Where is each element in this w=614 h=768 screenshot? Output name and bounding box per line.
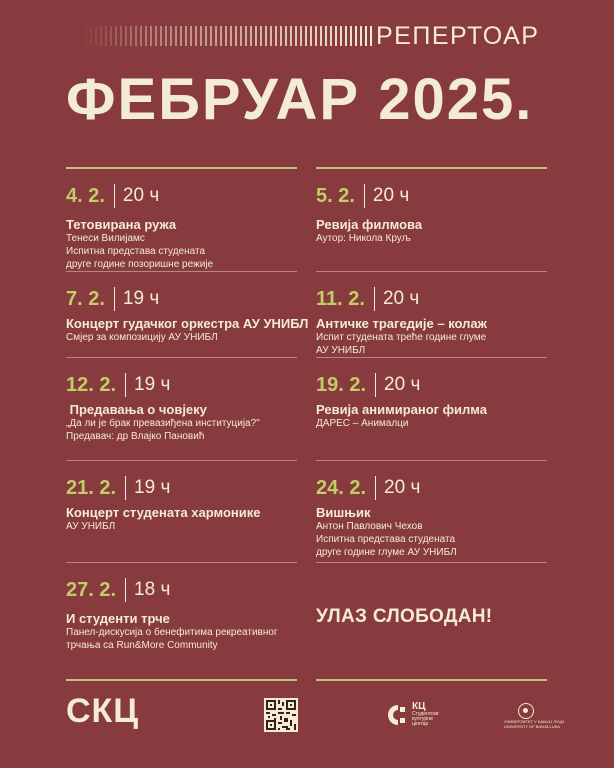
separator <box>125 578 126 602</box>
event-date: 27. 2. <box>66 578 117 601</box>
event-line: ДАРЕС – Анималци <box>316 418 409 429</box>
university-name-en: UNIVERSITY OF BANJA LUKA <box>504 724 560 729</box>
page-title: ФЕБРУАР 2025. <box>66 67 534 132</box>
event-line: Панел-дискусија о бенефитима рекреативног <box>66 627 278 638</box>
event-line: Испитна представа студената <box>66 246 206 257</box>
kc-logo-line: центар <box>412 721 429 727</box>
qr-code-icon[interactable] <box>264 698 298 732</box>
divider <box>316 460 547 461</box>
university-name: УНИВЕРЗИТЕТ У БАЊОЈ ЛУЦИ <box>504 719 565 724</box>
event-name: Ревија филмова <box>316 217 423 232</box>
separator <box>364 184 365 208</box>
skc-logo: СКЦ <box>66 692 140 730</box>
kc-logo <box>388 702 438 727</box>
event-line: Испит студената треће године глуме <box>316 332 487 343</box>
kc-logo-line: културни <box>412 716 433 722</box>
event-name: Концерт студената хармонике <box>66 505 261 520</box>
event-name: Предавања о човјеку <box>66 402 207 417</box>
event-line: трчања са Run&More Community <box>66 640 218 651</box>
event-line: Испитна представа студената <box>316 534 456 545</box>
free-entry-note: УЛАЗ СЛОБОДАН! <box>316 606 493 627</box>
event-date: 4. 2. <box>66 184 105 207</box>
separator <box>125 373 126 397</box>
event-line: АУ УНИБЛ <box>316 345 366 356</box>
divider <box>316 562 547 563</box>
event-name: Ревија анимираног филма <box>316 402 487 417</box>
divider <box>316 357 547 358</box>
separator <box>114 287 115 311</box>
separator <box>375 476 376 500</box>
event-line: Аутор: Никола Круљ <box>316 233 411 244</box>
event-item <box>66 577 306 652</box>
divider <box>66 562 297 563</box>
event-item <box>66 286 309 344</box>
event-name: Тетовирана ружа <box>66 217 177 232</box>
event-time: 20 ч <box>382 288 420 309</box>
event-item <box>316 183 556 245</box>
kc-logo-line: Студентски <box>412 711 439 717</box>
event-item <box>66 183 306 271</box>
separator <box>125 476 126 500</box>
kc-mark-icon <box>388 704 408 726</box>
event-item <box>316 286 556 357</box>
event-name: Вишњик <box>316 505 371 520</box>
event-time: 20 ч <box>372 185 410 206</box>
top-rule-left <box>66 167 297 169</box>
university-seal-icon <box>518 703 534 719</box>
event-time: 20 ч <box>122 185 160 206</box>
divider <box>66 357 297 358</box>
event-date: 19. 2. <box>316 373 367 396</box>
event-name: Античке трагедије – колаж <box>316 316 487 331</box>
event-item <box>66 372 306 443</box>
event-line: Предавач: др Влајко Пановић <box>66 431 205 442</box>
event-time: 20 ч <box>384 477 421 498</box>
bottom-rule-left <box>66 679 297 681</box>
event-date: 11. 2. <box>316 287 365 310</box>
event-line: Антон Павлович Чехов <box>316 521 423 532</box>
event-line: друге године позоришне режије <box>66 259 214 270</box>
event-date: 5. 2. <box>316 184 355 207</box>
event-line: „Да ли је брак превазиђена институција?" <box>66 418 260 429</box>
event-line: АУ УНИБЛ <box>66 521 116 532</box>
bottom-rule-right <box>316 679 547 681</box>
event-line: Смјер за композицију АУ УНИБЛ <box>66 332 218 343</box>
event-item <box>316 372 556 430</box>
event-line: Тенеси Вилијамс <box>66 233 145 244</box>
event-time: 20 ч <box>384 374 421 395</box>
event-date: 12. 2. <box>66 373 117 396</box>
event-name: Концерт гудачког оркестра АУ УНИБЛ <box>66 316 309 331</box>
event-line: друге године глуме АУ УНИБЛ <box>316 547 457 558</box>
event-time: 18 ч <box>134 579 171 600</box>
top-rule-right <box>316 167 547 169</box>
divider <box>66 460 297 461</box>
event-time: 19 ч <box>134 374 171 395</box>
separator <box>114 184 115 208</box>
header-label: РЕПЕРТОАР <box>376 22 540 50</box>
event-time: 19 ч <box>122 288 160 309</box>
event-item <box>316 475 556 559</box>
event-name: И студенти трче <box>66 611 170 626</box>
university-logo <box>504 703 565 729</box>
separator <box>374 287 375 311</box>
event-date: 21. 2. <box>66 476 117 499</box>
event-date: 24. 2. <box>316 476 367 499</box>
divider <box>316 271 547 272</box>
decorative-stripes <box>80 26 372 46</box>
event-time: 19 ч <box>134 477 171 498</box>
event-item <box>66 475 306 533</box>
event-date: 7. 2. <box>66 287 105 310</box>
kc-logo-title: КЦ <box>412 701 426 712</box>
divider <box>66 271 297 272</box>
separator <box>375 373 376 397</box>
